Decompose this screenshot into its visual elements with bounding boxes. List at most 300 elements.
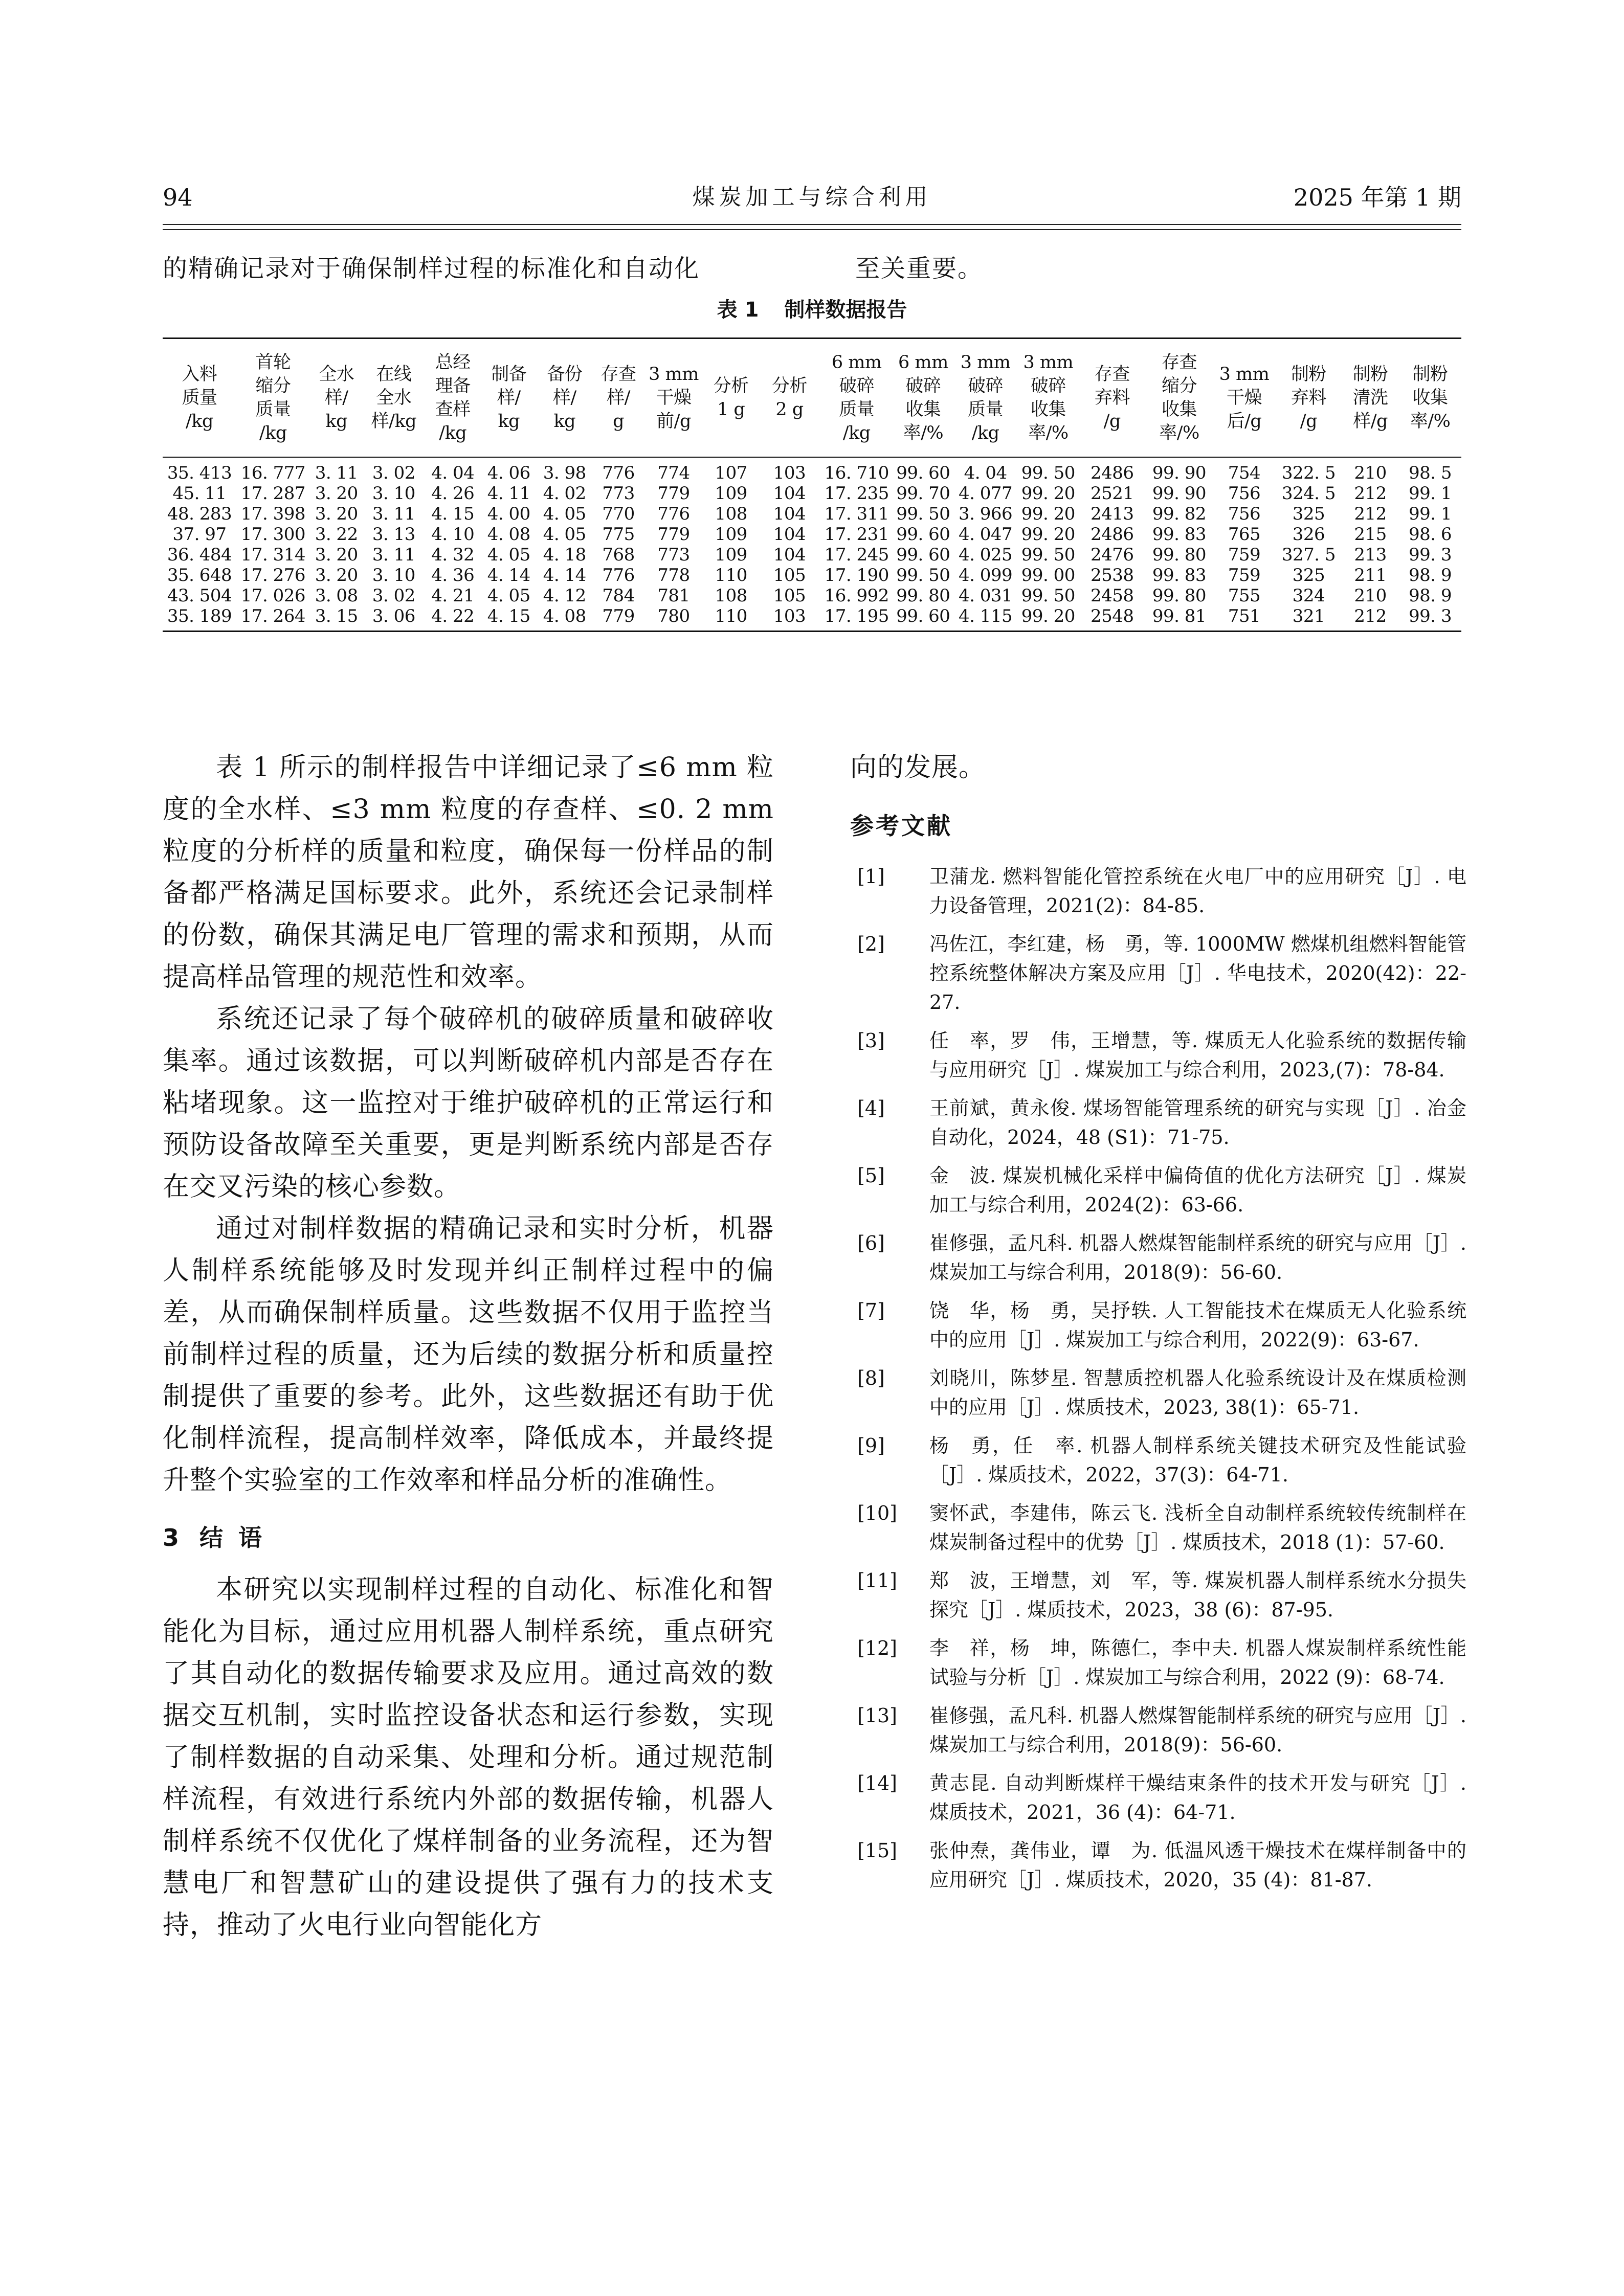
column-header-line: 破碎 — [839, 376, 875, 396]
reference-text: 黄志昆. 自动判断煤样干燥结束条件的技术开发与研究［J］. 煤质技术，2021，36 (4)：64-71. — [929, 1772, 1466, 1824]
table-cell: 4. 22 — [425, 606, 481, 632]
column-header — [363, 339, 425, 458]
intro-line-left: 的精确记录对于确保制样过程的标准化和自动化 — [163, 254, 700, 283]
reference-item — [850, 1431, 1466, 1490]
reference-item — [850, 862, 1466, 920]
table-cell: 324. 5 — [1281, 483, 1336, 504]
column-header-line: 率/% — [1159, 423, 1199, 443]
column-header-line: /kg — [971, 423, 999, 443]
column-header — [894, 339, 953, 458]
column-header-line: 收集 — [905, 399, 941, 420]
table-cell: 17. 276 — [240, 565, 306, 586]
reference-text: 杨 勇，任 率. 机器人制样系统关键技术研究及性能试验［J］. 煤质技术，2022，37(3)：64-71. — [929, 1434, 1466, 1486]
page-number: 94 — [163, 184, 193, 211]
table-cell: 776 — [657, 504, 690, 524]
column-header-line: /kg — [439, 423, 467, 443]
reference-number: [2] — [857, 933, 885, 955]
column-header-line: 破碎 — [905, 376, 941, 396]
table-cell: 3. 20 — [315, 545, 358, 565]
table-cell: 109 — [715, 524, 747, 545]
table-cell: 98. 6 — [1409, 524, 1452, 545]
table-cell: 16. 710 — [824, 463, 889, 483]
table-cell: 104 — [773, 483, 806, 504]
reference-text: 李 祥，杨 坤，陈德仁，李中夫. 机器人煤炭制样系统性能试验与分析［J］. 煤炭加工与综合利用，2022 (9)：68-74. — [929, 1637, 1466, 1689]
journal-name: 煤炭加工与综合利用 — [692, 184, 932, 210]
table-cell: 325 — [1292, 504, 1325, 524]
table-cell: 4. 00 — [487, 504, 530, 524]
table-cell: 3. 966 — [959, 504, 1013, 524]
reference-item — [850, 1566, 1466, 1625]
reference-number: [5] — [857, 1164, 885, 1187]
reference-text: 卫蒲龙. 燃料智能化管控系统在火电厂中的应用研究［J］. 电力设备管理，2021(2)：84-85. — [929, 865, 1466, 917]
table-cell: 326 — [1292, 524, 1325, 545]
table-cell: 754 — [1228, 463, 1261, 483]
column-header-line: /g — [1300, 411, 1317, 432]
reference-text: 金 波. 煤炭机械化采样中偏倚值的优化方法研究［J］. 煤炭加工与综合利用，2024(2)：63-66. — [929, 1164, 1466, 1216]
column-header — [1342, 339, 1399, 458]
column-header-line: 制粉 — [1412, 364, 1448, 385]
table-cell: 3. 10 — [372, 483, 415, 504]
table-cell: 778 — [657, 565, 690, 586]
table-cell: 213 — [1354, 545, 1387, 565]
table-cell: 4. 14 — [543, 565, 586, 586]
column-header-line: 全水 — [319, 364, 354, 385]
table-cell: 327. 5 — [1281, 545, 1336, 565]
table-cell: 99. 80 — [896, 586, 950, 606]
table-cell: 212 — [1342, 606, 1399, 632]
column-header — [1018, 339, 1079, 458]
column-header-line: 率/% — [1410, 411, 1451, 432]
table-cell: 773 — [602, 483, 635, 504]
column-header — [1276, 339, 1342, 458]
column-header-line: 全水 — [376, 388, 412, 408]
table-cell: 4. 21 — [431, 586, 475, 606]
table-cell: 99. 60 — [894, 606, 953, 632]
table-cell: 2486 — [1090, 524, 1134, 545]
table-cell: 776 — [602, 463, 635, 483]
column-header-line: 6 mm — [831, 352, 882, 373]
table-cell: 759 — [1228, 545, 1261, 565]
section-number: 3 — [163, 1524, 180, 1551]
table-cell: 3. 13 — [372, 524, 415, 545]
table-cell: 4. 031 — [959, 586, 1013, 606]
column-header-line: 制粉 — [1352, 364, 1388, 385]
table-cell: 751 — [1213, 606, 1276, 632]
column-header — [425, 339, 481, 458]
reference-item — [850, 930, 1466, 1017]
column-header-line: 在线 — [376, 364, 412, 385]
column-header — [953, 339, 1018, 458]
table-cell: 35. 648 — [167, 565, 232, 586]
table-cell: 321 — [1276, 606, 1342, 632]
table-cell: 3. 20 — [315, 483, 358, 504]
table-cell: 774 — [657, 463, 690, 483]
table-cell: 3. 02 — [372, 463, 415, 483]
reference-number: [15] — [857, 1839, 898, 1862]
column-header-line: kg — [325, 411, 348, 432]
table-cell: 756 — [1228, 504, 1261, 524]
table-cell: 17. 245 — [824, 545, 889, 565]
reference-number: [10] — [857, 1502, 898, 1524]
table-cell: 4. 025 — [959, 545, 1013, 565]
table-cell: 3. 06 — [363, 606, 425, 632]
table-cell: 99. 81 — [1146, 606, 1213, 632]
table-cell: 99. 60 — [896, 545, 950, 565]
column-header — [759, 339, 820, 458]
table-cell: 17. 195 — [820, 606, 894, 632]
issue-label: 2025 年第 1 期 — [1293, 184, 1461, 211]
column-header-line: 质量 — [968, 399, 1004, 420]
table-cell: 4. 05 — [487, 586, 530, 606]
table-cell: 3. 20 — [315, 565, 358, 586]
table-row — [163, 504, 1461, 524]
table-cell: 325 — [1292, 565, 1325, 586]
column-header-line: 弃料 — [1291, 388, 1326, 408]
column-header-line: 存查 — [1161, 352, 1197, 373]
table-cell: 99. 3 — [1409, 545, 1452, 565]
column-header — [236, 339, 310, 458]
table-cell: 17. 300 — [240, 524, 306, 545]
table-cell: 99. 20 — [1018, 606, 1079, 632]
table-cell: 215 — [1354, 524, 1387, 545]
column-header-line: 理备 — [435, 376, 471, 396]
paragraph-continuation: 向的发展。 — [850, 752, 986, 783]
table-cell: 105 — [773, 586, 806, 606]
column-header-line: 率/% — [1028, 423, 1069, 443]
reference-text: 崔修强，孟凡科. 机器人燃煤智能制样系统的研究与应用［J］. 煤炭加工与综合利用，2018(9)：56-60. — [929, 1232, 1466, 1284]
column-header-line: 收集 — [1161, 399, 1197, 420]
table-cell: 3. 20 — [315, 504, 358, 524]
table-cell: 781 — [657, 586, 690, 606]
reference-text: 郑 波，王增慧，刘 军，等. 煤炭机器人制样系统水分损失探究［J］. 煤质技术，2023，38 (6)：87-95. — [929, 1569, 1466, 1621]
reference-text: 张仲焘，龚伟业，谭 为. 低温风透干燥技术在煤样制备中的应用研究［J］. 煤质技术，2020，35 (4)：81-87. — [929, 1839, 1466, 1891]
table-cell: 784 — [602, 586, 635, 606]
column-header-line: 3 mm — [1219, 364, 1270, 385]
table-cell: 3. 10 — [372, 565, 415, 586]
table-cell: 99. 1 — [1409, 504, 1452, 524]
table-cell: 98. 9 — [1409, 565, 1452, 586]
table-cell: 779 — [657, 483, 690, 504]
table-cell: 109 — [715, 545, 747, 565]
column-header-line: 样/ — [324, 388, 348, 408]
reference-text: 崔修强，孟凡科. 机器人燃煤智能制样系统的研究与应用［J］. 煤炭加工与综合利用，2018(9)：56-60. — [929, 1704, 1466, 1756]
column-header-line: kg — [553, 411, 576, 432]
paragraph: 本研究以实现制样过程的自动化、标准化和智能化为目标，通过应用机器人制样系统，重点研究了其自动化的数据传输要求及应用。通过高效的数据交互机制，实时监控设备状态和运行参数，实现了制样数据的自动采集、处理和分析。通过规范制样流程，有效进行系统内外部的数据传输，机器人制样系统不仅优化了煤样制备的业务流程，还为智慧电厂和智慧矿山的建设提供了强有力的技术支持，推动了火电行业向智能化方 — [163, 1574, 774, 1941]
table-cell: 780 — [644, 606, 703, 632]
reference-item — [850, 1229, 1466, 1287]
column-header-line: 2 g — [775, 399, 804, 420]
table-cell: 105 — [773, 565, 806, 586]
table-cell: 17. 311 — [824, 504, 889, 524]
reference-item — [850, 1094, 1466, 1152]
table-cell: 104 — [773, 504, 806, 524]
table-cell: 48. 283 — [167, 504, 232, 524]
column-header-line: /kg — [842, 423, 871, 443]
column-header-line: 制粉 — [1291, 364, 1326, 385]
table-cell: 4. 047 — [959, 524, 1013, 545]
column-header-line: 质量 — [182, 388, 217, 408]
table-cell: 4. 10 — [431, 524, 475, 545]
table-row — [163, 545, 1461, 565]
table-cell: 99. 82 — [1152, 504, 1207, 524]
table-caption — [163, 296, 1461, 324]
table-cell: 99. 50 — [1021, 463, 1075, 483]
table-cell: 2521 — [1090, 483, 1134, 504]
table-cell: 4. 06 — [487, 463, 530, 483]
table-cell: 755 — [1228, 586, 1261, 606]
table-cell: 16. 992 — [824, 586, 889, 606]
table-cell: 4. 08 — [487, 524, 530, 545]
section-heading — [163, 1520, 774, 1556]
reference-number: [13] — [857, 1704, 898, 1727]
table-cell: 103 — [773, 463, 806, 483]
column-header — [310, 339, 363, 458]
references-heading: 参考文献 — [850, 812, 952, 840]
column-header-line: /g — [1103, 411, 1121, 432]
table-cell: 779 — [592, 606, 644, 632]
table-cell: 3. 11 — [372, 545, 415, 565]
table-cell: 99. 3 — [1399, 606, 1461, 632]
column-header-line: 缩分 — [1161, 376, 1197, 396]
intro-line-right: 至关重要。 — [855, 254, 984, 283]
table-row — [163, 565, 1461, 586]
table-cell: 99. 83 — [1152, 524, 1207, 545]
table-row — [163, 586, 1461, 606]
table-cell: 3. 98 — [543, 463, 586, 483]
column-header-line: 总经 — [435, 352, 471, 373]
table-cell: 212 — [1354, 483, 1387, 504]
table-cell: 99. 00 — [1021, 565, 1075, 586]
table-cell: 108 — [715, 504, 747, 524]
table-cell: 4. 15 — [431, 504, 475, 524]
right-column — [850, 747, 1466, 1904]
reference-text: 饶 华，杨 勇，吴抒轶. 人工智能技术在煤质无人化验系统中的应用［J］. 煤炭加工与综合利用，2022(9)：63-67. — [929, 1299, 1466, 1351]
table-cell: 2458 — [1090, 586, 1134, 606]
table-header-row — [163, 339, 1461, 458]
reference-item — [850, 1161, 1466, 1220]
column-header-line: 样/kg — [371, 411, 417, 432]
reference-item — [850, 1499, 1466, 1557]
table-cell: 109 — [715, 483, 747, 504]
running-header — [163, 178, 1461, 225]
reference-number: [9] — [857, 1434, 885, 1457]
table-cell: 4. 14 — [487, 565, 530, 586]
reference-item — [850, 1701, 1466, 1760]
column-header — [1146, 339, 1213, 458]
table-cell: 4. 099 — [959, 565, 1013, 586]
column-header — [592, 339, 644, 458]
column-header-line: 存查 — [600, 364, 636, 385]
left-column — [163, 747, 774, 1946]
table-cell: 776 — [602, 565, 635, 586]
sample-data-table — [163, 337, 1461, 632]
reference-text: 窦怀武，李建伟，陈云飞. 浅析全自动制样系统较传统制样在煤炭制备过程中的优势［J］. 煤质技术，2018 (1)：57-60. — [929, 1502, 1466, 1554]
table-cell: 16. 777 — [240, 463, 306, 483]
paragraph: 通过对制样数据的精确记录和实时分析，机器人制样系统能够及时发现并纠正制样过程中的偏差，从而确保制样质量。这些数据不仅用于监控当前制样过程的质量，还为后续的数据分析和质量控制提供了重要的参考。此外，这些数据还有助于优化制样流程，提高制样效率，降低成本，并最终提升整个实验室的工作效率和样品分析的准确性。 — [163, 1213, 774, 1496]
table-cell: 17. 264 — [236, 606, 310, 632]
table-cell: 2548 — [1079, 606, 1146, 632]
table-cell: 4. 11 — [487, 483, 530, 504]
column-header-line: /kg — [186, 411, 213, 432]
reference-text: 王前斌，黄永俊. 煤场智能管理系统的研究与实现［J］. 冶金自动化，2024，48 (S1)：71-75. — [929, 1097, 1466, 1149]
table-cell: 37. 97 — [172, 524, 227, 545]
column-header-line: 3 mm — [960, 352, 1011, 373]
table-cell: 3. 08 — [315, 586, 358, 606]
table-cell: 99. 20 — [1021, 504, 1075, 524]
column-header-line: 清洗 — [1352, 388, 1388, 408]
table-cell: 759 — [1228, 565, 1261, 586]
table-cell: 4. 05 — [543, 524, 586, 545]
reference-number: [8] — [857, 1367, 885, 1389]
table-cell: 779 — [657, 524, 690, 545]
table-cell: 45. 11 — [172, 483, 227, 504]
column-header-line: 后/g — [1227, 411, 1262, 432]
table-cell: 4. 02 — [543, 483, 586, 504]
table-cell: 3. 11 — [372, 504, 415, 524]
table-cell: 756 — [1228, 483, 1261, 504]
column-header-line: 存查 — [1094, 364, 1130, 385]
reference-number: [3] — [857, 1029, 885, 1052]
table-cell: 99. 50 — [896, 565, 950, 586]
column-header — [703, 339, 759, 458]
column-header-line: 率/% — [903, 423, 944, 443]
table-cell: 4. 32 — [431, 545, 475, 565]
reference-number: [12] — [857, 1637, 898, 1659]
table-cell: 35. 413 — [167, 463, 232, 483]
table-cell: 770 — [602, 504, 635, 524]
reference-list — [850, 862, 1466, 1895]
column-header-line: 破碎 — [968, 376, 1004, 396]
table-cell: 104 — [773, 545, 806, 565]
table-cell: 17. 026 — [240, 586, 306, 606]
column-header-line: 收集 — [1030, 399, 1066, 420]
table-cell: 99. 80 — [1152, 586, 1207, 606]
reference-number: [1] — [857, 865, 885, 888]
table-cell: 99. 60 — [896, 524, 950, 545]
table-cell: 99. 80 — [1152, 545, 1207, 565]
table-row — [163, 606, 1461, 632]
column-header-line: 缩分 — [255, 376, 291, 396]
table-cell: 4. 08 — [537, 606, 592, 632]
column-header — [820, 339, 894, 458]
reference-text: 任 率，罗 伟，王增慧，等. 煤质无人化验系统的数据传输与应用研究［J］. 煤炭加工与综合利用，2023,(7)：78-84. — [929, 1029, 1466, 1081]
column-header-line: 查样 — [435, 399, 471, 420]
table-cell: 4. 077 — [959, 483, 1013, 504]
table-cell: 4. 36 — [431, 565, 475, 586]
table-cell: 43. 504 — [167, 586, 232, 606]
column-header — [1213, 339, 1276, 458]
column-header-line: 前/g — [656, 411, 691, 432]
reference-item — [850, 1634, 1466, 1692]
table-cell: 17. 190 — [824, 565, 889, 586]
table-cell: 99. 70 — [896, 483, 950, 504]
column-header-line: 样/g — [1353, 411, 1388, 432]
table-cell: 2486 — [1090, 463, 1134, 483]
table-label: 表 1 — [717, 298, 759, 322]
column-header — [1399, 339, 1461, 458]
table-row — [163, 524, 1461, 545]
reference-text: 刘晓川，陈梦星. 智慧质控机器人化验系统设计及在煤质检测中的应用［J］. 煤质技术，2023, 38(1)：65-71. — [929, 1367, 1466, 1419]
column-header — [537, 339, 592, 458]
paragraph: 表 1 所示的制样报告中详细记录了≤6 mm 粒度的全水样、≤3 mm 粒度的存查样、≤0. 2 mm 粒度的分析样的质量和粒度，确保每一份样品的制备都严格满足国标要求。此外，系统还会记录制样的份数，确保其满足电厂管理的需求和预期，从而提高样品管理的规范性和效率。 — [163, 752, 774, 993]
column-header-line: 弃料 — [1094, 388, 1130, 408]
column-header — [481, 339, 537, 458]
column-header-line: 3 mm — [649, 364, 699, 385]
column-header-line: 干燥 — [656, 388, 692, 408]
column-header-line: /kg — [259, 423, 287, 443]
table-cell: 110 — [703, 606, 759, 632]
table-cell: 99. 83 — [1152, 565, 1207, 586]
column-header-line: 收集 — [1412, 388, 1448, 408]
reference-number: [14] — [857, 1772, 898, 1794]
table-row — [163, 483, 1461, 504]
column-header-line: 质量 — [255, 399, 291, 420]
table-cell: 3. 02 — [372, 586, 415, 606]
table-cell: 768 — [602, 545, 635, 565]
column-header-line: 分析 — [713, 376, 749, 396]
table-title: 制样数据报告 — [784, 298, 907, 322]
column-header-line: 质量 — [839, 399, 875, 420]
table-cell: 2476 — [1090, 545, 1134, 565]
table-cell: 4. 04 — [964, 463, 1007, 483]
table-cell: 4. 26 — [431, 483, 475, 504]
table-cell: 99. 90 — [1152, 483, 1207, 504]
table-cell: 35. 189 — [163, 606, 236, 632]
table-row — [163, 457, 1461, 483]
table-cell: 773 — [657, 545, 690, 565]
column-header-line: 1 g — [717, 399, 745, 420]
table-cell: 99. 50 — [896, 504, 950, 524]
column-header-line: 备份 — [547, 364, 583, 385]
table-cell: 2413 — [1090, 504, 1134, 524]
table-cell: 17. 287 — [240, 483, 306, 504]
column-header-line: 制备 — [491, 364, 527, 385]
table-cell: 211 — [1354, 565, 1387, 586]
table-cell: 324 — [1292, 586, 1325, 606]
table-cell: 4. 05 — [487, 545, 530, 565]
table-cell: 17. 314 — [240, 545, 306, 565]
table-cell: 107 — [715, 463, 747, 483]
table-cell: 3. 15 — [310, 606, 363, 632]
table-cell: 17. 235 — [824, 483, 889, 504]
table-cell: 99. 20 — [1021, 524, 1075, 545]
table-cell: 4. 04 — [431, 463, 475, 483]
table-cell: 4. 05 — [543, 504, 586, 524]
reference-item — [850, 1364, 1466, 1422]
table-cell: 99. 1 — [1409, 483, 1452, 504]
section-title: 结语 — [199, 1524, 278, 1551]
table-cell: 17. 398 — [240, 504, 306, 524]
table-cell: 99. 50 — [1021, 586, 1075, 606]
column-header — [644, 339, 703, 458]
table-cell: 99. 50 — [1021, 545, 1075, 565]
reference-item — [850, 1026, 1466, 1085]
reference-item — [850, 1769, 1466, 1827]
column-header-line: 分析 — [771, 376, 807, 396]
table-cell: 212 — [1354, 504, 1387, 524]
table-cell: 3. 11 — [315, 463, 358, 483]
column-header-line: 3 mm — [1023, 352, 1074, 373]
column-header-line: g — [613, 411, 625, 432]
table-cell: 775 — [602, 524, 635, 545]
table-cell: 103 — [759, 606, 820, 632]
table-cell: 322. 5 — [1281, 463, 1336, 483]
table-cell: 36. 484 — [167, 545, 232, 565]
table-cell: 98. 9 — [1409, 586, 1452, 606]
column-header-line: 样/ — [552, 388, 576, 408]
table-cell: 110 — [715, 565, 747, 586]
paragraph: 系统还记录了每个破碎机的破碎质量和破碎收集率。通过该数据，可以判断破碎机内部是否存在粘堵现象。这一监控对于维护破碎机的正常运行和预防设备故障至关重要，更是判断系统内部是否存在交叉污染的核心参数。 — [163, 1004, 774, 1202]
